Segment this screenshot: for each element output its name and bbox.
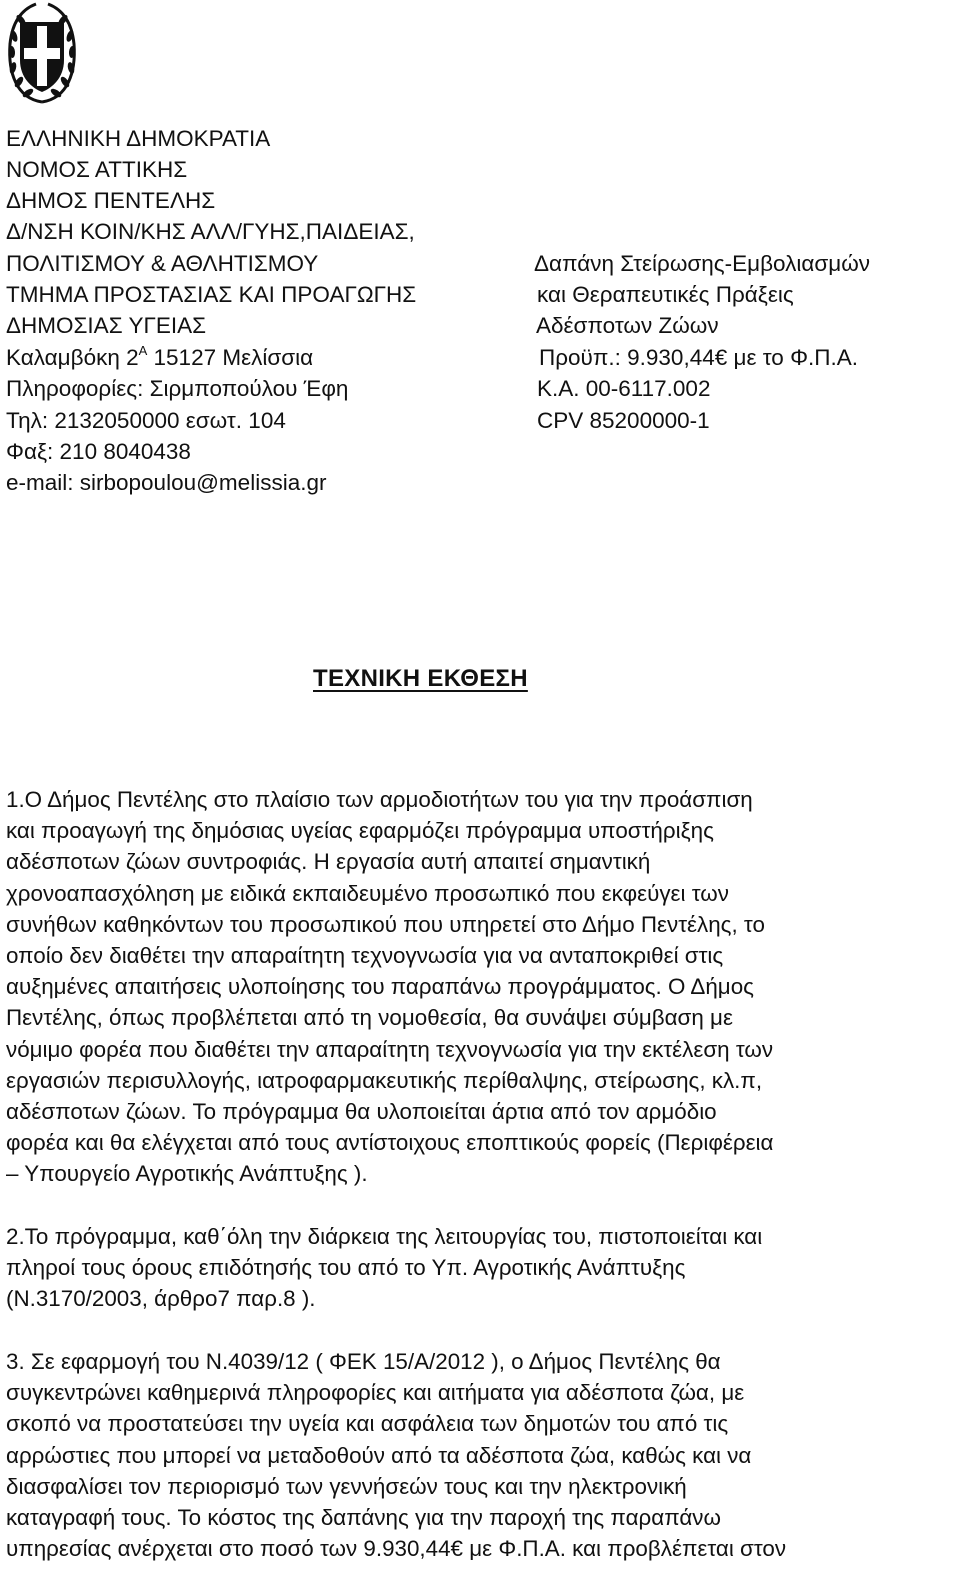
phone-line: Τηλ: 2132050000 εσωτ. 104 bbox=[6, 408, 286, 433]
budget-line: Προϋπ.: 9.930,44€ με το Φ.Π.Α. bbox=[539, 345, 859, 370]
expense-subject-line: Δαπάνη Στείρωσης-Εμβολιασμών bbox=[534, 251, 871, 276]
expense-subject-line: Αδέσποτων Ζώων bbox=[536, 313, 719, 338]
authority-line: ΤΜΗΜΑ ΠΡΟΣΤΑΣΙΑΣ ΚΑΙ ΠΡΟΑΓΩΓΗΣ bbox=[6, 282, 417, 307]
authority-line: ΔΗΜΟΣ ΠΕΝΤΕΛΗΣ bbox=[6, 188, 216, 213]
address-line bbox=[6, 342, 313, 373]
email-line: e-mail: sirbopoulou@melissia.gr bbox=[6, 470, 327, 495]
document-title: ΤΕΧΝΙΚΗ ΕΚΘΕΣΗ bbox=[313, 665, 528, 692]
authority-line: ΕΛΛΗΝΙΚΗ ΔΗΜΟΚΡΑΤΙΑ bbox=[6, 126, 271, 151]
cpv-code-line: CPV 85200000-1 bbox=[537, 408, 710, 433]
authority-line: Δ/ΝΣΗ ΚΟΙΝ/ΚΗΣ ΑΛΛ/ΓΥΗΣ,ΠΑΙΔΕΙΑΣ, bbox=[6, 219, 415, 244]
authority-line: ΔΗΜΟΣΙΑΣ ΥΓΕΙΑΣ bbox=[6, 313, 207, 338]
address-postal: 15127 Μελίσσια bbox=[147, 345, 314, 370]
budget-code-line: Κ.Α. 00-6117.002 bbox=[537, 376, 711, 401]
authority-line: ΠΟΛΙΤΙΣΜΟΥ & ΑΘΛΗΤΙΣΜΟΥ bbox=[6, 251, 319, 276]
expense-subject-line: και Θεραπευτικές Πράξεις bbox=[537, 282, 794, 307]
fax-line: Φαξ: 210 8040438 bbox=[6, 439, 191, 464]
address-street: Καλαμβόκη 2 bbox=[6, 345, 139, 370]
paragraph-3: 3. Σε εφαρμογή του Ν.4039/12 ( ΦΕΚ 15/Α/2012 ), ο Δήμος Πεντέλης θα συγκεντρώνει καθημερινά πληροφορίες και αιτήματα για αδέσποτα ζώα, με σκοπό να προστατεύσει την υγεία και ασφάλεια των δημοτών του από τις αρρώστιες που μπορεί να μεταδοθούν από τα αδέσποτα ζώα, καθώς και να διασφαλίσει τον περιορισμό των γεννήσεών τους και την ηλεκτρονική καταγραφή τους. Το κόστος της δαπάνης για την παροχή της παραπάνω υπηρεσίας ανέρχεται στο ποσό των 9.930,44€ με Φ.Π.Α. και προβλέπεται στον bbox=[6, 1349, 787, 1562]
authority-line: ΝΟΜΟΣ ΑΤΤΙΚΗΣ bbox=[6, 157, 188, 182]
greek-coat-of-arms-emblem bbox=[6, 2, 78, 106]
paragraph-1: 1.Ο Δήμος Πεντέλης στο πλαίσιο των αρμοδιοτήτων του για την προάσπιση και προαγωγή της δημόσιας υγείας εφαρμόζει πρόγραμμα υποστήριξης αδέσποτων ζώων συντροφιάς. Η εργασία αυτή απαιτεί σημαντική χρονοαπασχόληση με ειδικά εκπαιδευμένο προσωπικό που εκφεύγει των συνήθων καθηκόντων του προσωπικού που υπηρετεί στο Δήμο Πεντέλης, το οποίο δεν διαθέτει την απαραίτητη τεχνογνωσία για να ανταποκριθεί στις αυξημένες απαιτήσεις υλοποίησης του παραπάνω προγράμματος. Ο Δήμος Πεντέλης, όπως προβλέπεται από τη νομοθεσία, θα συνάψει σύμβαση με νόμιμο φορέα που διαθέτει την απαραίτητη τεχνογνωσία για την εκτέλεση των εργασιών περισυλλογής, ιατροφαρμακευτικής περίθαλψης, στείρωσης, κλ.π, αδέσποτων ζώων. Το πρόγραμμα θα υλοποιείται άρτια από τον αρμόδιο φορέα και θα ελέγχεται από τους αντίστοιχους εποπτικούς φορείς (Περιφέρεια – Υπουργείο Αγροτικής Ανάπτυξης ). bbox=[6, 787, 774, 1187]
paragraph-2: 2.Το πρόγραμμα, καθ΄όλη την διάρκεια της λειτουργίας του, πιστοποιείται και πληροί τους όρους επιδότησής του από το Υπ. Αγροτικής Ανάπτυξης (Ν.3170/2003, άρθρο7 παρ.8 ). bbox=[6, 1224, 763, 1312]
address-superscript: Α bbox=[138, 342, 148, 358]
contact-info-line: Πληροφορίες: Σιρμποπούλου Έφη bbox=[6, 376, 349, 401]
